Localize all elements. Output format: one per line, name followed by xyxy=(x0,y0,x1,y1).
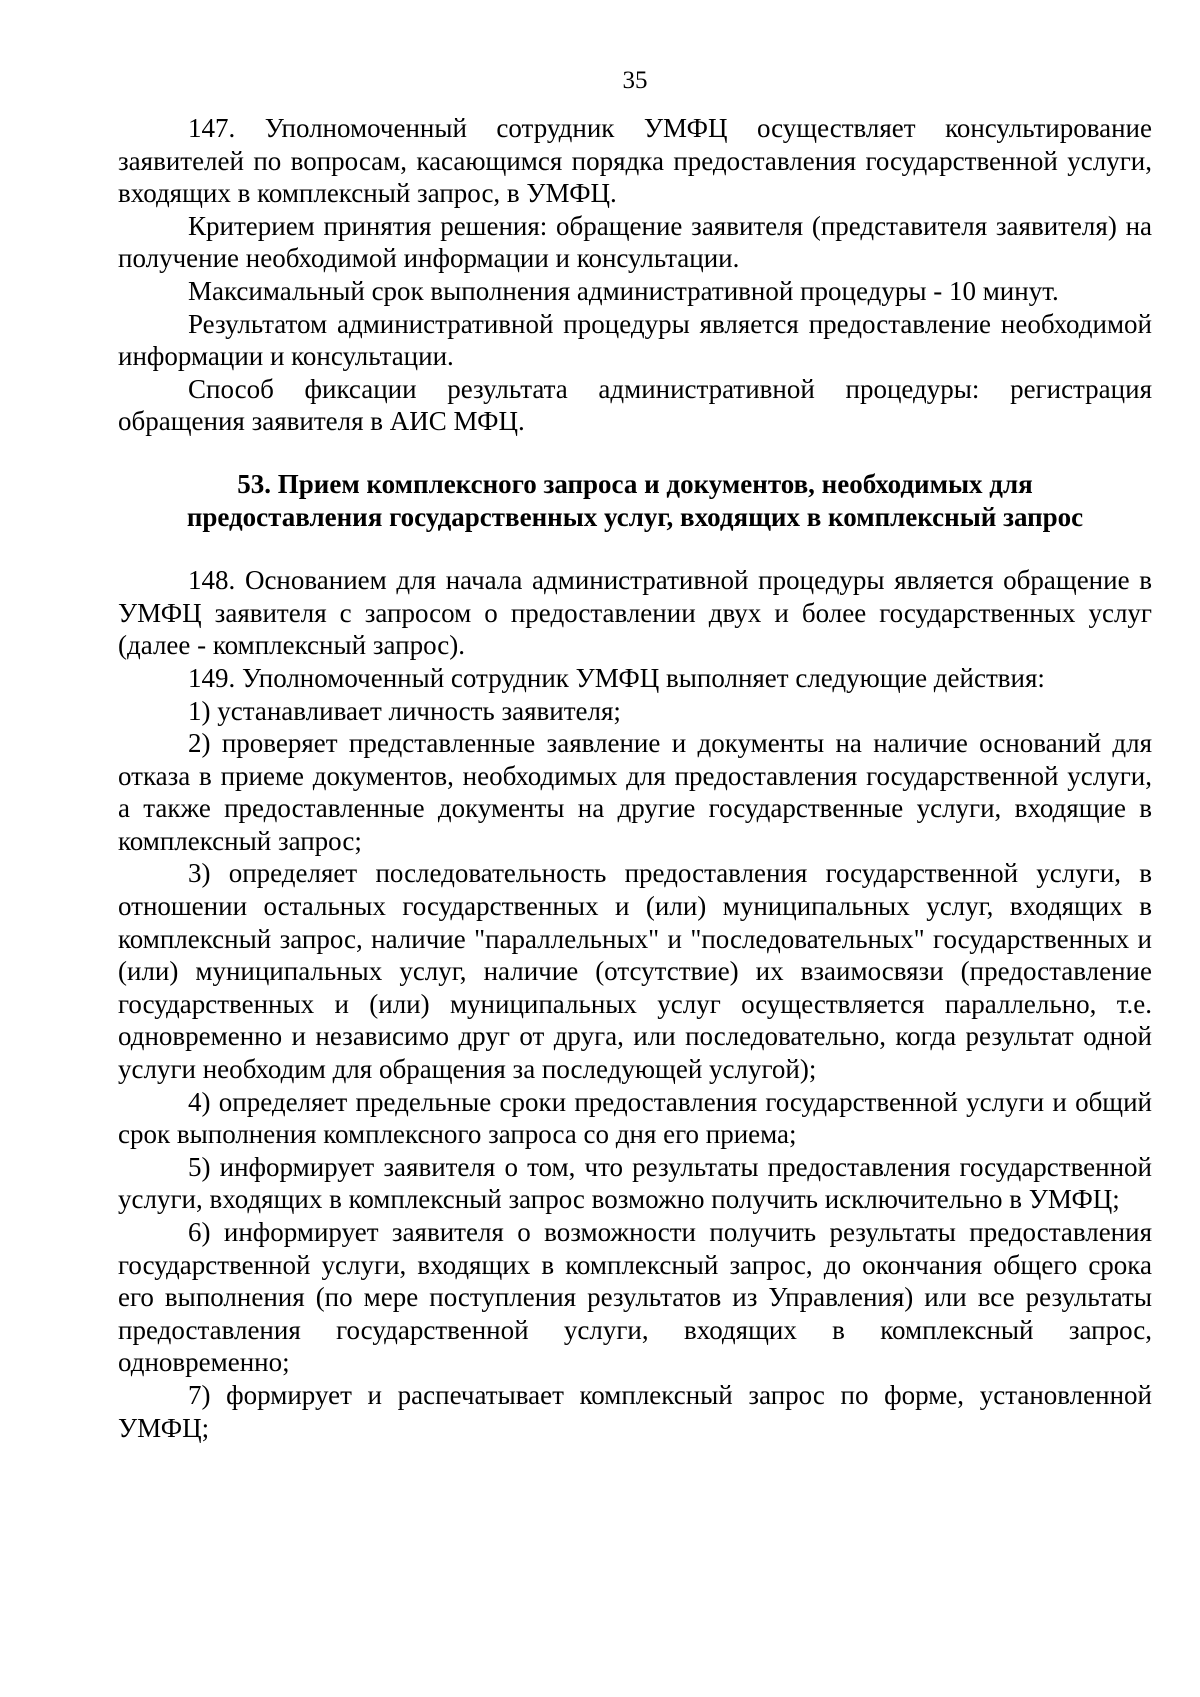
list-item-1: 1) устанавливает личность заявителя; xyxy=(188,695,621,726)
paragraph-147: 147. Уполномоченный сотрудник УМФЦ осуществляет консультирование заявителей по вопросам, касающимся порядка предоставления государственной услуги, входящих в комплексный запрос, в УМФЦ. xyxy=(118,113,1152,209)
paragraph-result: Результатом административной процедуры является предоставление необходимой информации и консультации. xyxy=(118,308,1152,372)
list-item-6: 6) информирует заявителя о возможности получить результаты предоставления государственной услуги, входящих в комплексный запрос, до окончания общего срока его выполнения (по мере поступления результатов из Управления) или все результаты предоставления государственной услуги, входящих в комплексный запрос, одновременно; xyxy=(118,1217,1152,1378)
section-heading-line-1: 53. Прием комплексного запроса и документов, необходимых для xyxy=(237,468,1033,499)
paragraph-max-duration: Максимальный срок выполнения административной процедуры - 10 минут. xyxy=(188,275,1059,306)
list-item-4: 4) определяет предельные сроки предоставления государственной услуги и общий срок выполнения комплексного запроса со дня его приема; xyxy=(118,1086,1152,1150)
list-item-5: 5) информирует заявителя о том, что результаты предоставления государственной услуги, входящих в комплексный запрос возможно получить исключительно в УМФЦ; xyxy=(118,1151,1152,1215)
paragraph-148: 148. Основанием для начала административной процедуры является обращение в УМФЦ заявителя с запросом о предоставлении двух и более государственных услуг (далее - комплексный запрос). xyxy=(118,565,1152,661)
list-item-7: 7) формирует и распечатывает комплексный запрос по форме, установленной УМФЦ; xyxy=(118,1379,1152,1443)
section-heading-53 xyxy=(118,468,1152,533)
document-page xyxy=(118,66,1152,1444)
section-heading-line-2: предоставления государственных услуг, входящих в комплексный запрос xyxy=(186,501,1084,532)
page-number: 35 xyxy=(622,67,648,94)
list-item-2: 2) проверяет представленные заявление и документы на наличие оснований для отказа в приеме документов, необходимых для предоставления государственной услуги, а также предоставленные документы на другие государственные услуги, входящие в комплексный запрос; xyxy=(118,728,1152,856)
paragraph-149: 149. Уполномоченный сотрудник УМФЦ выполняет следующие действия: xyxy=(188,662,1045,693)
list-item-3: 3) определяет последовательность предоставления государственной услуги, в отношении остальных государственных и (или) муниципальных услуг, входящих в комплексный запрос, наличие "параллельных" и "последовательных" государственных и (или) муниципальных услуг, наличие (отсутствие) их взаимосвязи (предоставление государственных и (или) муниципальных услуг осуществляется параллельно, т.е. одновременно и независимо друг от друга, или последовательно, когда результат одной услуги необходим для обращения за последующей услугой); xyxy=(118,858,1152,1085)
paragraph-fixation-method: Способ фиксации результата административной процедуры: регистрация обращения заявителя в АИС МФЦ. xyxy=(118,373,1152,437)
paragraph-decision-criterion: Критерием принятия решения: обращение заявителя (представителя заявителя) на получение необходимой информации и консультации. xyxy=(118,210,1152,274)
